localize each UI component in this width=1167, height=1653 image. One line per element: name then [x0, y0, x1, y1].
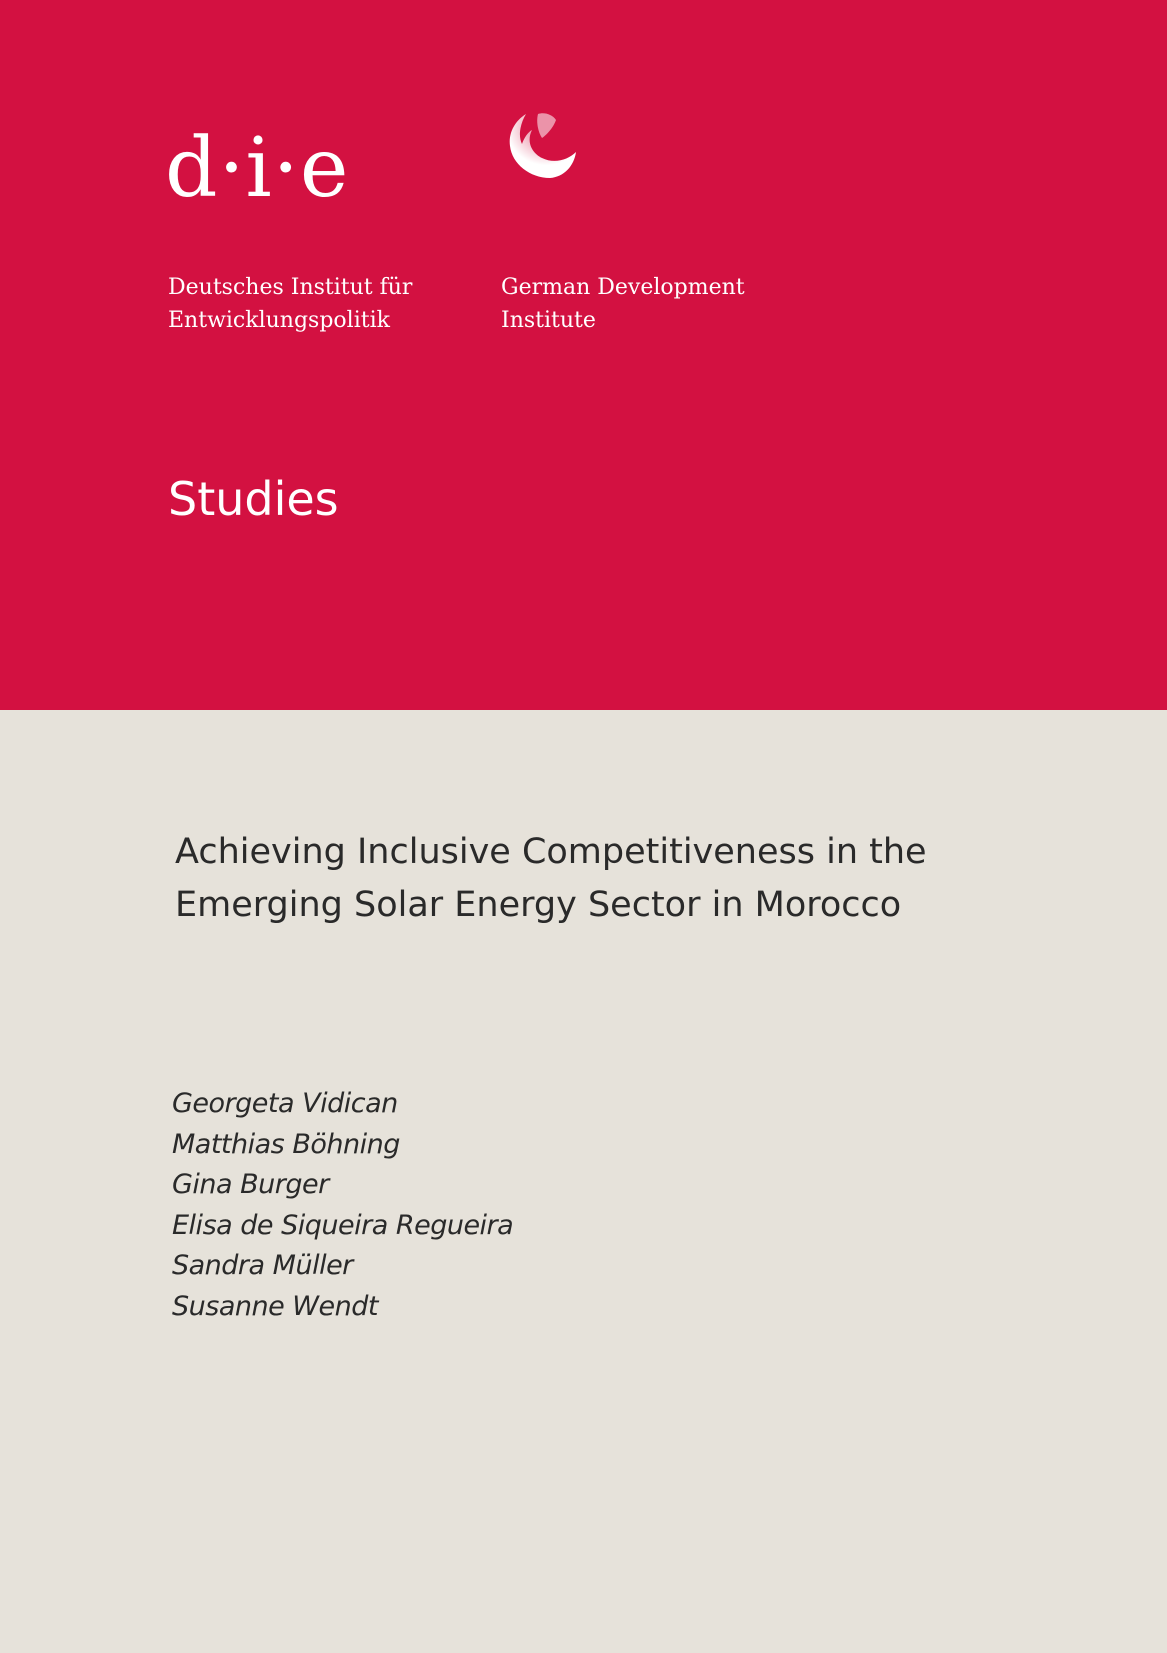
series-label: Studies [168, 472, 339, 526]
author-name: Georgeta Vidican [172, 1088, 398, 1119]
author-name: Matthias Böhning [172, 1128, 400, 1160]
title-line-1: Achieving Inclusive Competitiveness in the [175, 832, 927, 872]
header-band [0, 0, 1167, 710]
die-logo: d·i·e [165, 121, 350, 216]
die-emblem-icon [498, 108, 578, 188]
author-name: Gina Burger [172, 1169, 329, 1200]
org-name-german [168, 271, 412, 337]
org-name-english-line-2: Institute [501, 308, 596, 333]
org-name-english-line-1: German Development [501, 275, 745, 300]
org-name-english [501, 271, 745, 337]
publication-title [175, 826, 1075, 932]
author-name: Sandra Müller [172, 1250, 353, 1281]
author-name: Elisa de Siqueira Regueira [172, 1209, 514, 1241]
author-name: Susanne Wendt [172, 1290, 378, 1322]
org-name-german-line-2: Entwicklungspolitik [168, 308, 390, 333]
org-name-german-line-1: Deutsches Institut für [168, 275, 413, 300]
title-line-2: Emerging Solar Energy Sector in Morocco [175, 885, 902, 925]
author-list [172, 1084, 513, 1327]
